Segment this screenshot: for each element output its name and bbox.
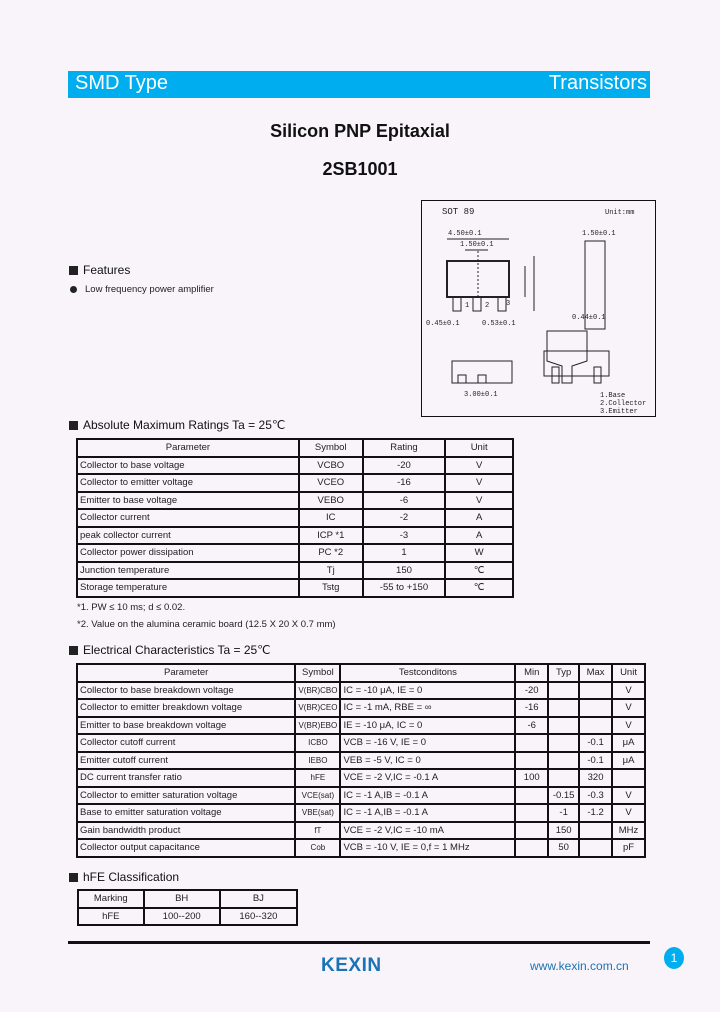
part-number: 2SB1001 bbox=[322, 159, 398, 179]
svg-text:2: 2 bbox=[485, 302, 490, 310]
bullet-square-icon bbox=[69, 873, 78, 882]
bullet-square-icon bbox=[69, 646, 78, 655]
table-row: Emitter to base voltage VEBO -6 V bbox=[77, 492, 513, 510]
table-header-row: Parameter Symbol Testconditons Min Typ Max Unit bbox=[77, 664, 645, 682]
hfe-class-heading: hFE Classification bbox=[69, 870, 179, 884]
website-link[interactable]: www.kexin.com.cn bbox=[530, 959, 629, 973]
svg-text:3.00±0.1: 3.00±0.1 bbox=[464, 391, 498, 399]
table-row: Collector current IC -2 A bbox=[77, 509, 513, 527]
table-row: Collector to base breakdown voltage V(BR)CBO IC = -10 μA, IE = 0 -20 V bbox=[77, 682, 645, 700]
footnote-2: *2. Value on the alumina ceramic board (12.5 X 20 X 0.7 mm) bbox=[77, 619, 336, 630]
table-row: Collector to emitter voltage VCEO -16 V bbox=[77, 474, 513, 492]
page-title: Silicon PNP Epitaxial bbox=[270, 121, 450, 141]
svg-text:3.Emitter: 3.Emitter bbox=[600, 408, 638, 416]
table-row: Collector cutoff current ICBO VCB = -16 V, IE = 0 -0.1 μA bbox=[77, 734, 645, 752]
table-row: Gain bandwidth product fT VCE = -2 V,IC = -10 mA 150 MHz bbox=[77, 822, 645, 840]
package-drawing bbox=[421, 200, 656, 417]
svg-text:0.53±0.1: 0.53±0.1 bbox=[482, 320, 516, 328]
hfe-class-table bbox=[77, 889, 298, 926]
table-row: Collector power dissipation PC *2 1 W bbox=[77, 544, 513, 562]
bullet-square-icon bbox=[69, 266, 78, 275]
page-number-badge: 1 bbox=[664, 947, 684, 969]
table-row: Collector output capacitance Cob VCB = -10 V, IE = 0,f = 1 MHz 50 pF bbox=[77, 839, 645, 857]
table-row: Emitter to base breakdown voltage V(BR)EBO IE = -10 μA, IC = 0 -6 V bbox=[77, 717, 645, 735]
footnote-1: *1. PW ≤ 10 ms; d ≤ 0.02. bbox=[77, 602, 186, 613]
features-heading: Features bbox=[69, 263, 130, 277]
table-row: Collector to emitter saturation voltage VCE(sat) IC = -1 A,IB = -0.1 A -0.15 -0.3 V bbox=[77, 787, 645, 805]
table-row: hFE 100--200 160--320 bbox=[78, 908, 297, 926]
table-header-row: Marking BH BJ bbox=[78, 890, 297, 908]
svg-text:0.44±0.1: 0.44±0.1 bbox=[572, 314, 606, 322]
kexin-logo: KEXIN bbox=[321, 955, 382, 976]
electrical-table bbox=[76, 663, 646, 858]
abs-max-table bbox=[76, 438, 514, 598]
table-row: Emitter cutoff current IEBO VEB = -5 V, IC = 0 -0.1 μA bbox=[77, 752, 645, 770]
electrical-heading: Electrical Characteristics Ta = 25℃ bbox=[69, 643, 271, 657]
table-row: Collector to emitter breakdown voltage V(BR)CEO IC = -1 mA, RBE = ∞ -16 V bbox=[77, 699, 645, 717]
svg-text:0.45±0.1: 0.45±0.1 bbox=[426, 320, 460, 328]
header-type-label: SMD Type bbox=[75, 72, 168, 94]
feature-item: Low frequency power amplifier bbox=[70, 284, 214, 295]
svg-text:1.50±0.1: 1.50±0.1 bbox=[582, 230, 616, 238]
table-row: peak collector current ICP *1 -3 A bbox=[77, 527, 513, 545]
package-name: SOT 89 bbox=[442, 207, 475, 217]
header-category-label: Transistors bbox=[548, 72, 647, 94]
table-row: Collector to base voltage VCBO -20 V bbox=[77, 457, 513, 475]
abs-max-heading: Absolute Maximum Ratings Ta = 25℃ bbox=[69, 418, 285, 432]
package-unit: Unit:mm bbox=[605, 209, 635, 217]
footer-divider bbox=[68, 941, 650, 944]
svg-text:3: 3 bbox=[506, 300, 511, 308]
header-banner bbox=[68, 71, 650, 98]
table-row: Junction temperature Tj 150 ℃ bbox=[77, 562, 513, 580]
table-row: Storage temperature Tstg -55 to +150 ℃ bbox=[77, 579, 513, 597]
svg-text:1.Base: 1.Base bbox=[600, 392, 626, 400]
table-header-row: Parameter Symbol Rating Unit bbox=[77, 439, 513, 457]
table-row: Base to emitter saturation voltage VBE(sat) IC = -1 A,IB = -0.1 A -1 -1.2 V bbox=[77, 804, 645, 822]
table-row: DC current transfer ratio hFE VCE = -2 V,IC = -0.1 A 100 320 bbox=[77, 769, 645, 787]
bullet-square-icon bbox=[69, 421, 78, 430]
svg-text:1.50±0.1: 1.50±0.1 bbox=[460, 241, 494, 249]
svg-text:2.Collector: 2.Collector bbox=[600, 400, 647, 408]
bullet-dot-icon bbox=[70, 286, 77, 293]
svg-text:4.50±0.1: 4.50±0.1 bbox=[448, 230, 482, 238]
svg-text:1: 1 bbox=[465, 302, 470, 310]
